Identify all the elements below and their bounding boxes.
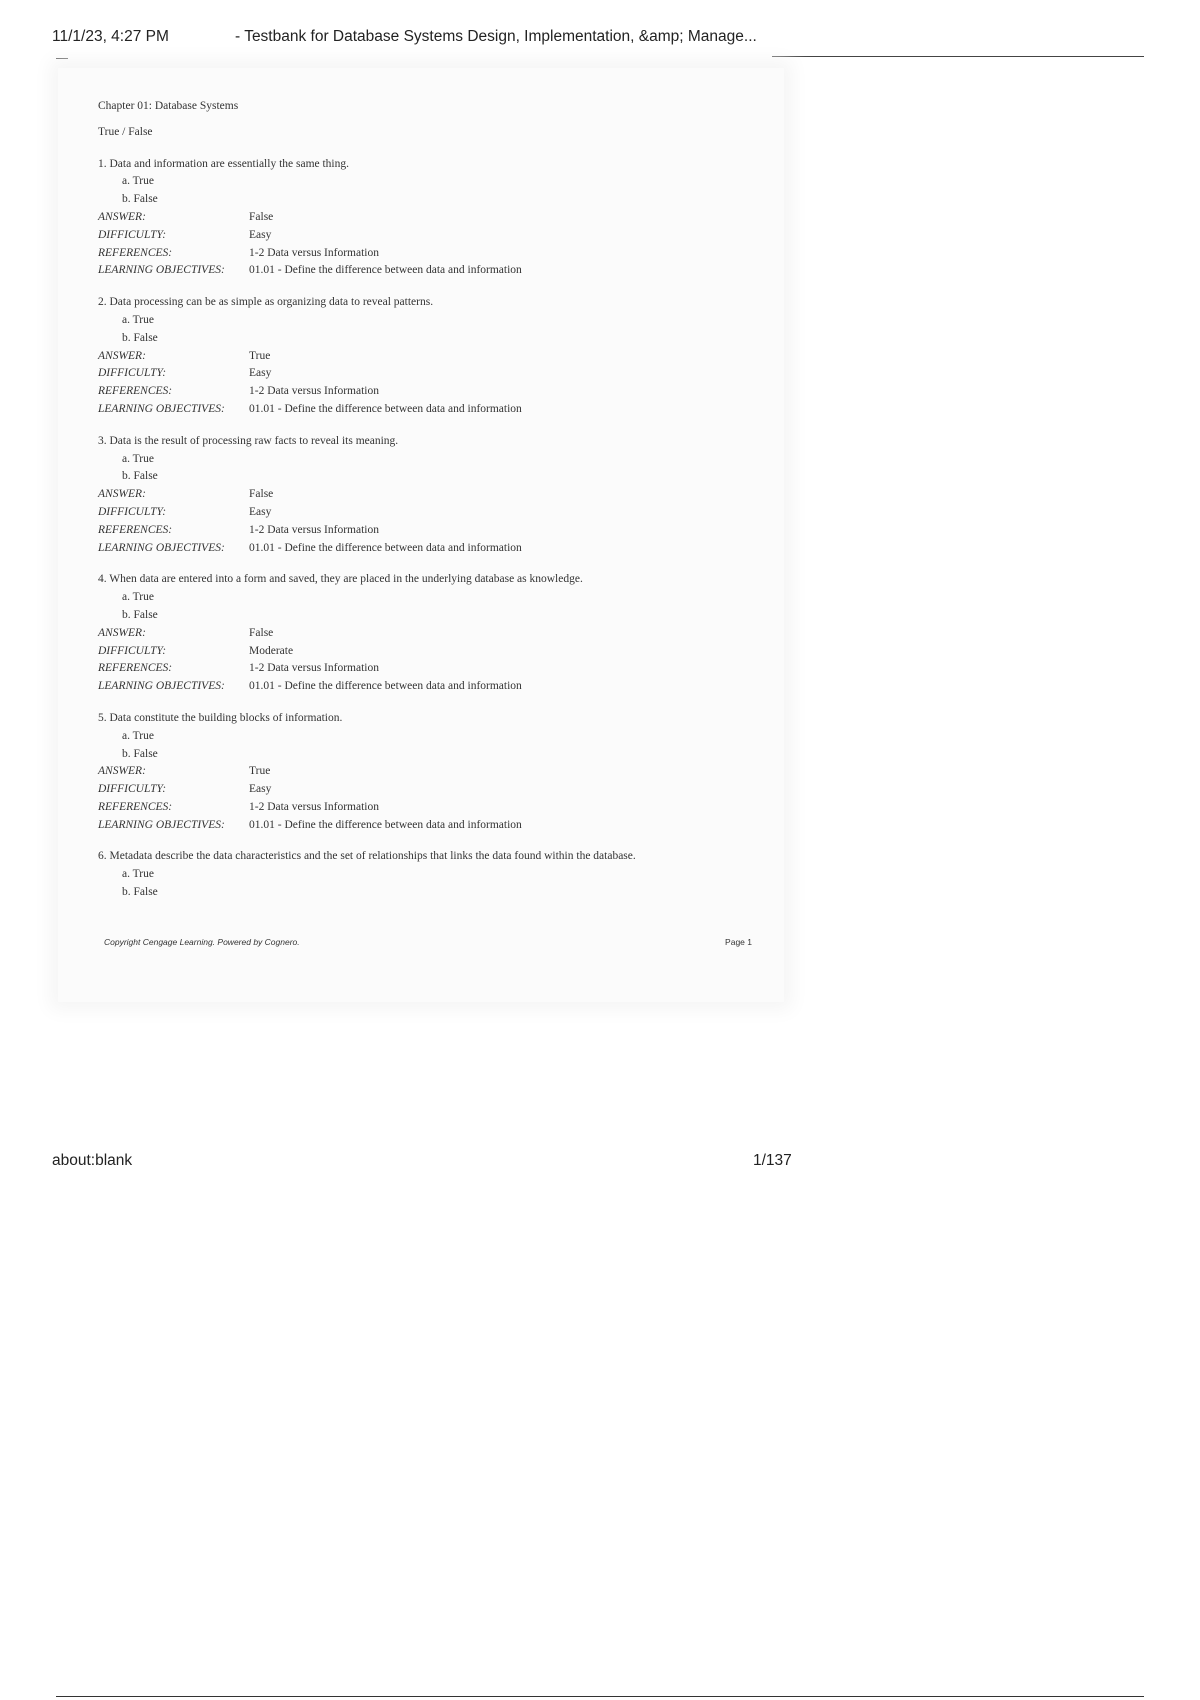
objectives-value: 01.01 - Define the difference between data and information xyxy=(249,818,522,831)
option-a: a. True xyxy=(122,452,154,465)
objectives-label: LEARNING OBJECTIVES: xyxy=(98,541,225,554)
difficulty-row xyxy=(98,365,758,383)
print-header xyxy=(52,28,1144,58)
answer-label: ANSWER: xyxy=(98,349,146,362)
option-a: a. True xyxy=(122,313,154,326)
answer-label: ANSWER: xyxy=(98,210,146,223)
references-value: 1-2 Data versus Information xyxy=(249,523,379,536)
print-datetime: 11/1/23, 4:27 PM xyxy=(52,28,169,45)
answer-row xyxy=(98,486,758,504)
references-label: REFERENCES: xyxy=(98,662,173,675)
option-b: b. False xyxy=(122,193,158,206)
references-label: REFERENCES: xyxy=(98,800,173,813)
option-b: b. False xyxy=(122,608,158,621)
answer-row xyxy=(98,209,758,227)
question-stem: 4. When data are entered into a form and saved, they are placed in the underlying database as knowledge. xyxy=(98,573,583,586)
difficulty-row xyxy=(98,643,758,661)
answer-label: ANSWER: xyxy=(98,488,146,501)
references-row xyxy=(98,660,758,678)
references-label: REFERENCES: xyxy=(98,523,173,536)
answer-value: True xyxy=(249,349,271,362)
difficulty-value: Easy xyxy=(249,367,272,380)
testbank-page xyxy=(58,68,784,1002)
chapter-heading: Chapter 01: Database Systems xyxy=(98,100,239,112)
references-value: 1-2 Data versus Information xyxy=(249,662,379,675)
print-url: about:blank xyxy=(52,1152,133,1169)
objectives-value: 01.01 - Define the difference between data and information xyxy=(249,680,522,693)
difficulty-value: Easy xyxy=(249,228,272,241)
print-document-title: - Testbank for Database Systems Design, Implementation, &amp; Manage... xyxy=(235,28,757,45)
objectives-label: LEARNING OBJECTIVES: xyxy=(98,402,225,415)
question-block xyxy=(98,156,758,281)
option-b: b. False xyxy=(122,331,158,344)
difficulty-value: Easy xyxy=(249,505,272,518)
header-divider-left xyxy=(56,58,68,59)
header-divider-right xyxy=(772,56,1144,57)
references-row xyxy=(98,522,758,540)
references-label: REFERENCES: xyxy=(98,385,173,398)
difficulty-label: DIFFICULTY: xyxy=(98,505,167,518)
difficulty-row xyxy=(98,227,758,245)
answer-label: ANSWER: xyxy=(98,765,146,778)
objectives-label: LEARNING OBJECTIVES: xyxy=(98,680,225,693)
option-a: a. True xyxy=(122,868,154,881)
difficulty-value: Easy xyxy=(249,783,272,796)
objectives-row xyxy=(98,817,758,835)
option-b: b. False xyxy=(122,470,158,483)
difficulty-label: DIFFICULTY: xyxy=(98,644,167,657)
answer-label: ANSWER: xyxy=(98,626,146,639)
option-a: a. True xyxy=(122,591,154,604)
references-row xyxy=(98,799,758,817)
question-block xyxy=(98,848,758,901)
answer-value: False xyxy=(249,626,274,639)
difficulty-label: DIFFICULTY: xyxy=(98,228,167,241)
difficulty-row xyxy=(98,781,758,799)
answer-value: False xyxy=(249,210,274,223)
question-block xyxy=(98,571,758,696)
difficulty-value: Moderate xyxy=(249,644,294,657)
objectives-row xyxy=(98,540,758,558)
difficulty-label: DIFFICULTY: xyxy=(98,783,167,796)
print-page-counter: 1/137 xyxy=(753,1152,792,1169)
objectives-row xyxy=(98,262,758,280)
answer-row xyxy=(98,348,758,366)
objectives-label: LEARNING OBJECTIVES: xyxy=(98,818,225,831)
answer-value: False xyxy=(249,488,274,501)
references-value: 1-2 Data versus Information xyxy=(249,385,379,398)
question-stem: 1. Data and information are essentially the same thing. xyxy=(98,157,350,170)
page-content xyxy=(98,98,758,902)
references-row xyxy=(98,245,758,263)
question-block xyxy=(98,710,758,835)
question-block xyxy=(98,433,758,558)
answer-value: True xyxy=(249,765,271,778)
option-a: a. True xyxy=(122,175,154,188)
objectives-value: 01.01 - Define the difference between data and information xyxy=(249,541,522,554)
objectives-label: LEARNING OBJECTIVES: xyxy=(98,264,225,277)
references-value: 1-2 Data versus Information xyxy=(249,800,379,813)
objectives-value: 01.01 - Define the difference between data and information xyxy=(249,264,522,277)
question-block xyxy=(98,294,758,419)
objectives-value: 01.01 - Define the difference between data and information xyxy=(249,402,522,415)
question-stem: 3. Data is the result of processing raw facts to reveal its meaning. xyxy=(98,434,399,447)
difficulty-row xyxy=(98,504,758,522)
option-b: b. False xyxy=(122,747,158,760)
question-stem: 6. Metadata describe the data characteristics and the set of relationships that links the data found within the database. xyxy=(98,850,636,863)
answer-row xyxy=(98,625,758,643)
question-stem: 2. Data processing can be as simple as organizing data to reveal patterns. xyxy=(98,296,434,309)
objectives-row xyxy=(98,401,758,419)
references-value: 1-2 Data versus Information xyxy=(249,246,379,259)
page-number-label: Page 1 xyxy=(725,937,752,947)
question-stem: 5. Data constitute the building blocks of information. xyxy=(98,711,343,724)
answer-row xyxy=(98,763,758,781)
option-b: b. False xyxy=(122,886,158,899)
bottom-divider xyxy=(56,1696,1144,1697)
copyright-notice: Copyright Cengage Learning. Powered by Cognero. xyxy=(104,937,300,947)
section-heading: True / False xyxy=(98,125,153,138)
references-row xyxy=(98,383,758,401)
references-label: REFERENCES: xyxy=(98,246,173,259)
difficulty-label: DIFFICULTY: xyxy=(98,367,167,380)
objectives-row xyxy=(98,678,758,696)
option-a: a. True xyxy=(122,729,154,742)
